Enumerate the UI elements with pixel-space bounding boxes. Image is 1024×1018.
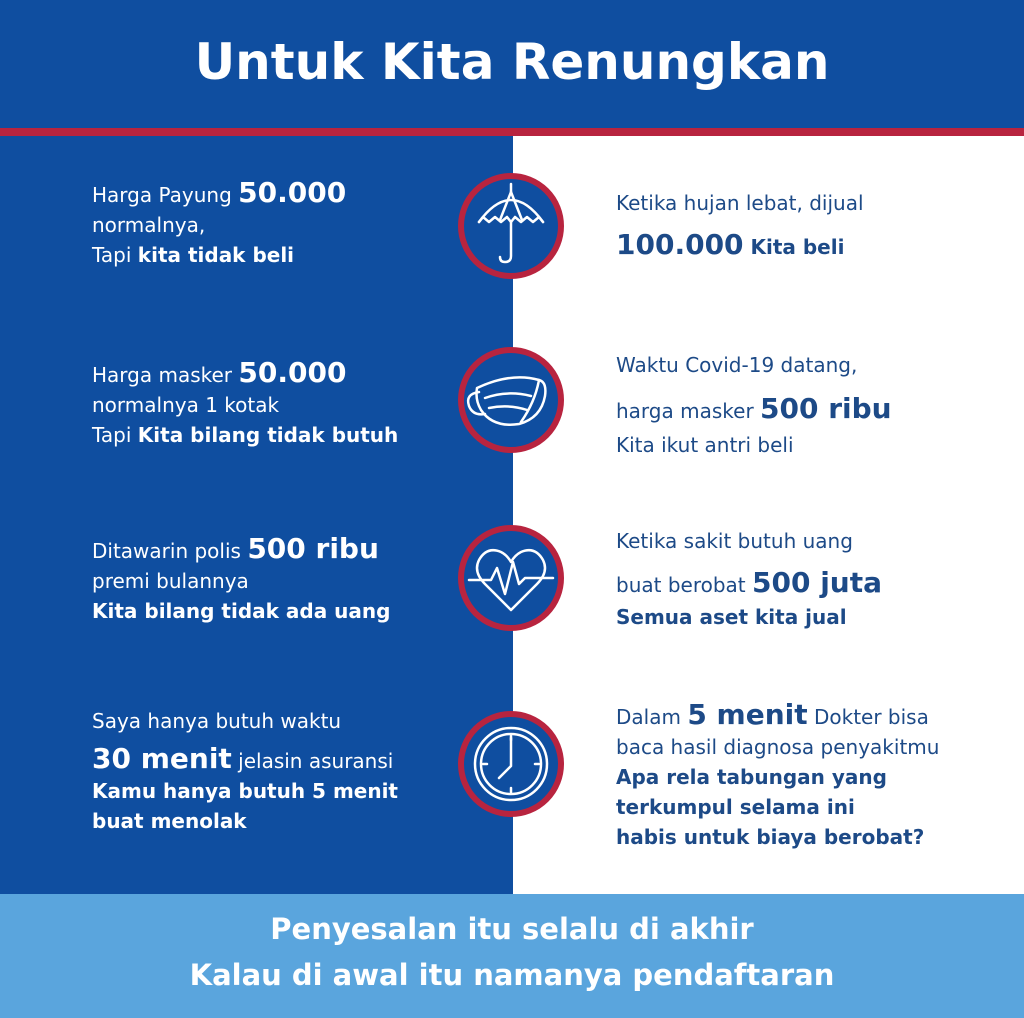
price: 100.000 [616, 228, 744, 261]
text-line [616, 230, 1016, 262]
text-line: Waktu Covid-19 datang, [616, 353, 858, 377]
text: Harga Payung [92, 183, 239, 207]
text-line [92, 178, 492, 210]
emphasis: Apa rela tabungan yang [616, 765, 887, 789]
text: Dalam [616, 705, 688, 729]
emphasis: terkumpul selama ini [616, 795, 855, 819]
mask-right-text [616, 350, 1016, 460]
text: Tapi [92, 423, 138, 447]
footer [0, 894, 1024, 1018]
mask-left-text [92, 358, 492, 450]
text-line [92, 534, 492, 566]
emphasis: Kita bilang tidak ada uang [92, 599, 391, 623]
text-line [92, 240, 492, 270]
umbrella-icon [455, 170, 567, 282]
price: 500 ribu [247, 532, 379, 565]
text: Harga masker [92, 363, 239, 387]
text: Dokter bisa [807, 705, 929, 729]
emphasis: Kita bilang tidak butuh [137, 423, 399, 447]
emphasis: Kita beli [743, 235, 845, 259]
text-line [92, 358, 492, 390]
heart-left-text [92, 534, 492, 626]
clock-left-text [92, 706, 492, 836]
price: 500 ribu [760, 392, 892, 425]
text-line: Saya hanya butuh waktu [92, 709, 342, 733]
duration: 5 menit [687, 698, 808, 731]
text-line [616, 568, 1016, 600]
text-line: premi bulannya [92, 569, 249, 593]
clock-right-text [616, 700, 1016, 852]
header [0, 0, 1024, 128]
text-line [616, 394, 1016, 426]
text-line: Ketika sakit butuh uang [616, 529, 853, 553]
page-title: Untuk Kita Renungkan [194, 33, 830, 91]
emphasis: Kita ikut antri beli [616, 433, 794, 457]
duration: 30 menit [92, 742, 232, 775]
heartbeat-icon [455, 522, 567, 634]
text-line [92, 420, 492, 450]
umbrella-left-text [92, 178, 492, 270]
price: 50.000 [238, 176, 347, 209]
heart-right-text [616, 526, 1016, 632]
text: Ditawarin polis [92, 539, 248, 563]
footer-line-1: Penyesalan itu selalu di akhir [270, 912, 754, 946]
text: harga masker [616, 399, 761, 423]
emphasis: Kamu hanya butuh 5 menit [92, 779, 398, 803]
text-line: Ketika hujan lebat, dijual [616, 191, 864, 215]
text: jelasin asuransi [231, 749, 394, 773]
umbrella-right-text [616, 188, 1016, 262]
text-line: normalnya, [92, 213, 206, 237]
emphasis: buat menolak [92, 809, 247, 833]
text-line: baca hasil diagnosa penyakitmu [616, 735, 940, 759]
face-mask-icon [455, 344, 567, 456]
text-line [92, 744, 492, 776]
text-line [616, 700, 1016, 732]
emphasis: kita tidak beli [137, 243, 295, 267]
text: buat berobat [616, 573, 752, 597]
text: Tapi [92, 243, 138, 267]
emphasis: Semua aset kita jual [616, 605, 847, 629]
footer-line-2: Kalau di awal itu namanya pendaftaran [189, 958, 835, 992]
price: 50.000 [238, 356, 347, 389]
emphasis: habis untuk biaya berobat? [616, 825, 925, 849]
price: 500 juta [752, 566, 883, 599]
text-line: normalnya 1 kotak [92, 393, 280, 417]
clock-icon [455, 708, 567, 820]
divider [0, 128, 1024, 136]
